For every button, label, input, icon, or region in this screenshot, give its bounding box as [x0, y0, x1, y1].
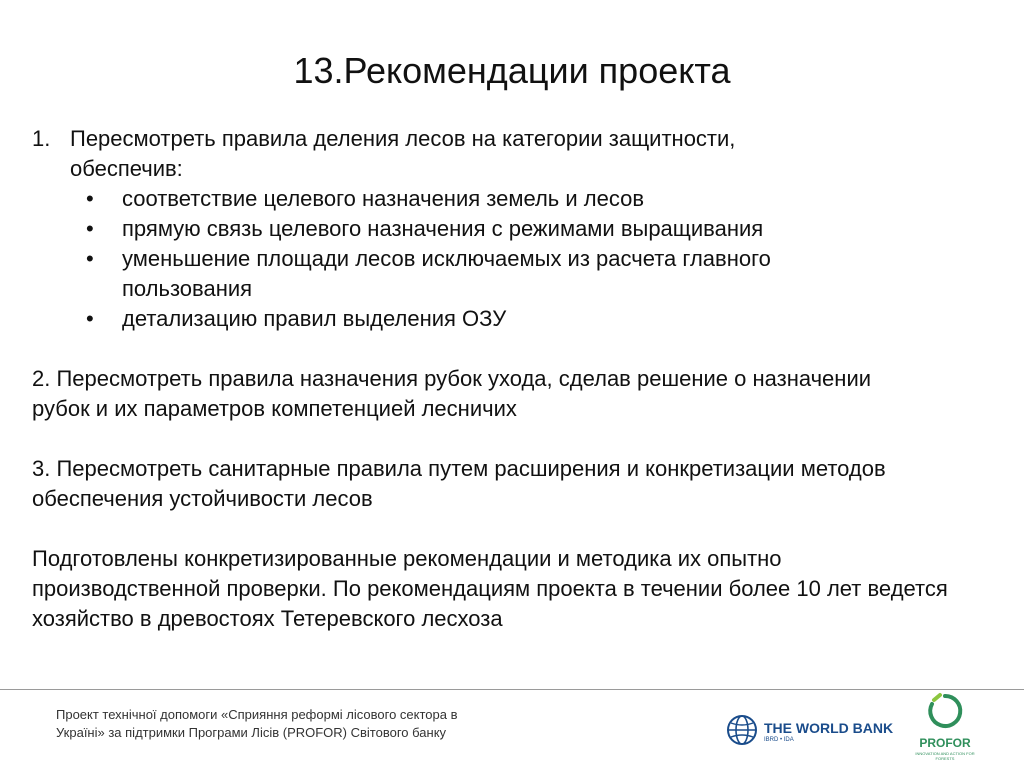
- bullet-marker: •: [86, 216, 94, 241]
- bullet-marker: •: [86, 246, 94, 271]
- footer-divider: [0, 689, 1024, 690]
- bullet-text: детализацию правил выделения ОЗУ: [122, 306, 507, 331]
- recommendation-3: 3. Пересмотреть санитарные правила путем расширения и конкретизации методов обеспечения устойчивости лесов: [32, 456, 886, 511]
- world-bank-name: THE WORLD BANK: [764, 720, 894, 736]
- conclusion-paragraph: Подготовлены конкретизированные рекомендации и методика их опытно производственной проверки. По рекомендациям проекта в течении более 10 лет ведется хозяйство в древостоях Тетеревского лесхоза: [32, 546, 948, 631]
- world-bank-sub: IBRD • IDA: [764, 737, 794, 743]
- slide-body: [32, 124, 992, 634]
- recommendation-1-number: 1.: [32, 126, 51, 151]
- profor-logo: [912, 692, 978, 764]
- profor-name: PROFOR: [919, 736, 971, 750]
- ring-icon: [926, 692, 964, 732]
- bullet-text: уменьшение площади лесов исключаемых из расчета главного пользования: [122, 246, 771, 301]
- bullet-marker: •: [86, 186, 94, 211]
- bullet-item: [86, 184, 992, 214]
- bullet-marker: •: [86, 306, 94, 331]
- recommendation-1: [32, 124, 992, 184]
- slide-title: 13.Рекомендации проекта: [293, 50, 731, 91]
- bullet-item: [86, 214, 992, 244]
- bullet-item: [86, 304, 992, 334]
- globe-icon: [726, 714, 758, 746]
- profor-tagline: INNOVATION AND ACTION FOR FORESTS: [915, 751, 975, 761]
- world-bank-logo: [726, 714, 906, 750]
- bullet-item: [86, 244, 882, 304]
- recommendation-1-line1: Пересмотреть правила деления лесов на категории защитности,: [70, 126, 736, 151]
- recommendation-1-line2: обеспечив:: [70, 156, 183, 181]
- recommendation-1-bullets: [32, 184, 992, 334]
- bullet-text: прямую связь целевого назначения с режимами выращивания: [122, 216, 764, 241]
- footer-project-text: Проект технічної допомоги «Сприяння реформі лісового сектора в Україні» за підтримки Програми Лісів (PROFOR) Світового банку: [56, 707, 458, 740]
- bullet-text: соответствие целевого назначения земель и лесов: [122, 186, 645, 211]
- recommendation-2: 2. Пересмотреть правила назначения рубок ухода, сделав решение о назначении рубок и их параметров компетенцией лесничих: [32, 366, 872, 421]
